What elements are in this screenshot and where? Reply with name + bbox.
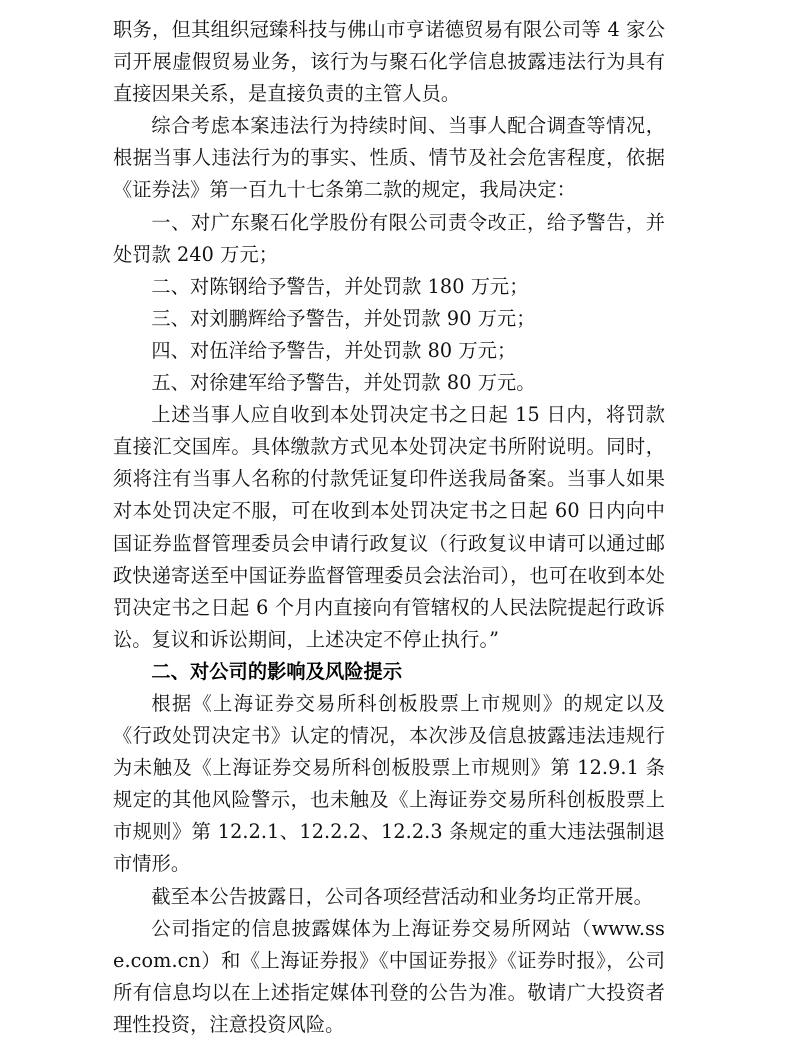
paragraph-payment-and-appeal: 上述当事人应自收到本处罚决定书之日起 15 日内，将罚款直接汇交国库。具体缴款方式见本处罚决定书所附说明。同时，须将注有当事人名称的付款凭证复印件送我局备案。当事人如果对本处罚决定不服，可在收到本处罚决定书之日起 60 日内向中国证券监督管理委员会申请行政复议（行政复议申请可以通过邮政快递寄送至中国证券监督管理委员会法治司），也可在收到本处罚决定书之日起 6 个月内直接向有管辖权的人民法院提起行政诉讼。复议和诉讼期间，上述决定不停止执行。”: [113, 403, 665, 651]
penalty-list-item-2: 二、对陈钢给予警告，并处罚款 180 万元；: [151, 274, 529, 298]
paragraph-continuation-duties: 职务，但其组织冠臻科技与佛山市亨诺德贸易有限公司等 4 家公司开展虚假贸易业务，该行为与聚石化学信息披露违法行为具有直接因果关系，是直接负责的主管人员。: [113, 18, 665, 106]
heading-section-two: 二、对公司的影响及风险提示: [151, 659, 403, 683]
penalty-list-item-1: 一、对广东聚石化学股份有限公司责令改正，给予警告，并处罚款 240 万元；: [113, 210, 665, 266]
document-body: [113, 14, 665, 1041]
penalty-list-item-3: 三、对刘鹏辉给予警告，并处罚款 90 万元；: [151, 306, 536, 330]
penalty-list-item-4: 四、对伍洋给予警告，并处罚款 80 万元；: [151, 338, 517, 362]
paragraph-decision-basis: 综合考虑本案违法行为持续时间、当事人配合调查等情况，根据当事人违法行为的事实、性质、情节及社会危害程度，依据《证券法》第一百九十七条第二款的规定，我局决定：: [113, 114, 665, 202]
paragraph-operations-normal: 截至本公告披露日，公司各项经营活动和业务均正常开展。: [151, 884, 653, 908]
penalty-list-item-5: 五、对徐建军给予警告，并处罚款 80 万元。: [151, 371, 536, 395]
paragraph-listing-rules: 根据《上海证券交易所科创板股票上市规则》的规定以及《行政处罚决定书》认定的情况，本次涉及信息披露违法违规行为未触及《上海证券交易所科创板股票上市规则》第 12.9.1 条规定的其他风险警示，也未触及《上海证券交易所科创板股票上市规则》第 12.2.1、12.2.2、12.2.3 条规定的重大违法强制退市情形。: [113, 691, 665, 876]
paragraph-disclosure-media: 公司指定的信息披露媒体为上海证券交易所网站（www.sse.com.cn）和《上海证券报》《中国证券报》《证券时报》，公司所有信息均以在上述指定媒体刊登的公告为准。敬请广大投资者理性投资，注意投资风险。: [113, 916, 665, 1036]
